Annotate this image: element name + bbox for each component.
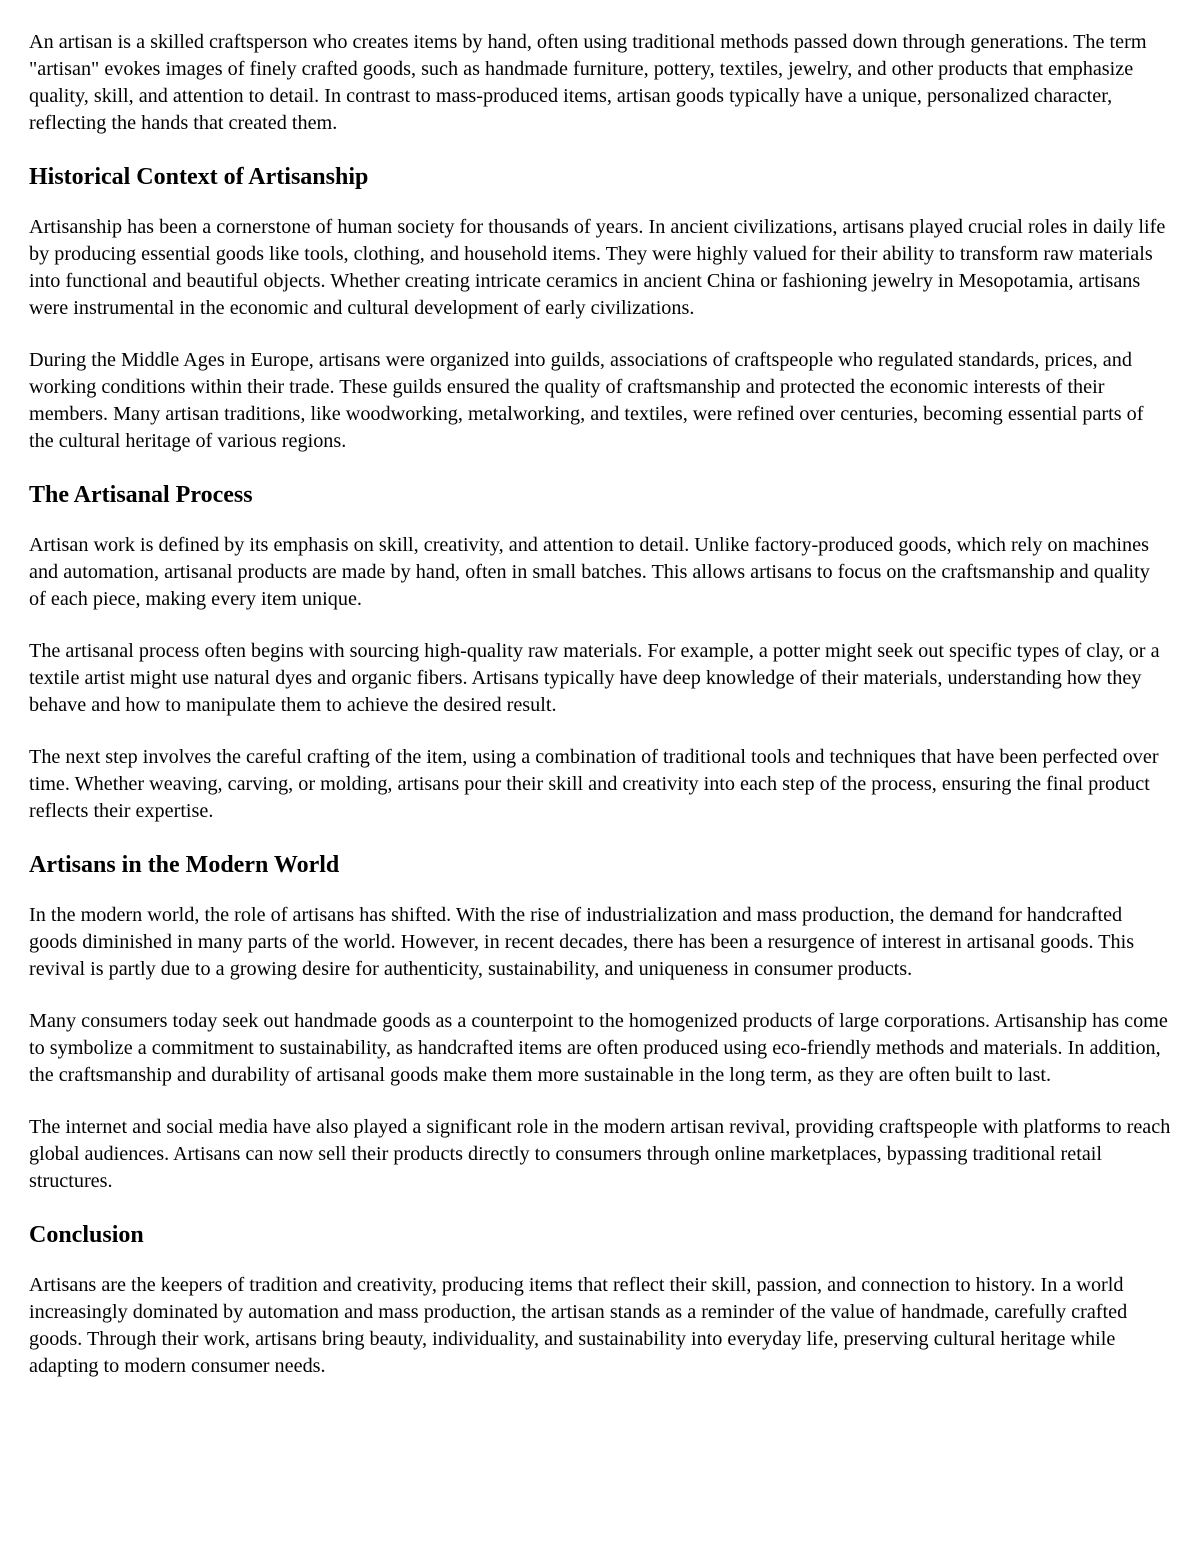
intro-paragraph: An artisan is a skilled craftsperson who creates items by hand, often using traditional methods passed down through generations. The term "artisan" evokes images of finely crafted goods, such as handmade furniture, pottery, textiles, jewelry, and other products that emphasize quality, skill, and attention to detail. In contrast to mass-produced items, artisan goods typically have a unique, personalized character, reflecting the hands that created them. [29,31,1147,134]
modern-world-paragraph-1: In the modern world, the role of artisans has shifted. With the rise of industrialization and mass production, the demand for handcrafted goods diminished in many parts of the world. However, in recent decades, there has been a resurgence of interest in artisanal goods. This revival is partly due to a growing desire for authenticity, sustainability, and uniqueness in consumer products. [29,904,1135,980]
conclusion-paragraph: Artisans are the keepers of tradition and creativity, producing items that reflect their skill, passion, and connection to history. In a world increasingly dominated by automation and mass production, the artisan stands as a reminder of the value of handmade, carefully crafted goods. Through their work, artisans bring beauty, individuality, and sustainability into everyday life, preserving cultural heritage while adapting to modern consumer needs. [29,1274,1128,1377]
document-page [29,29,1171,1405]
section-heading-modern-world: Artisans in the Modern World [29,852,340,878]
artisanal-process-paragraph-3: The next step involves the careful crafting of the item, using a combination of traditional tools and techniques that have been perfected over time. Whether weaving, carving, or molding, artisans pour their skill and creativity into each step of the process, ensuring the final product reflects their expertise. [29,746,1159,822]
artisanal-process-paragraph-2: The artisanal process often begins with sourcing high-quality raw materials. For example, a potter might seek out specific types of clay, or a textile artist might use natural dyes and organic fibers. Artisans typically have deep knowledge of their materials, understanding how they behave and how to manipulate them to achieve the desired result. [29,640,1160,716]
modern-world-paragraph-3: The internet and social media have also played a significant role in the modern artisan revival, providing craftspeople with platforms to reach global audiences. Artisans can now sell their products directly to consumers through online marketplaces, bypassing traditional retail structures. [29,1116,1171,1192]
artisanal-process-paragraph-1: Artisan work is defined by its emphasis on skill, creativity, and attention to detail. Unlike factory-produced goods, which rely on machines and automation, artisanal products are made by hand, often in small batches. This allows artisans to focus on the craftsmanship and quality of each piece, making every item unique. [29,534,1150,610]
section-heading-historical-context: Historical Context of Artisanship [29,164,369,190]
section-heading-artisanal-process: The Artisanal Process [29,482,253,508]
historical-context-paragraph-2: During the Middle Ages in Europe, artisans were organized into guilds, associations of craftspeople who regulated standards, prices, and working conditions within their trade. These guilds ensured the quality of craftsmanship and protected the economic interests of their members. Many artisan traditions, like woodworking, metalworking, and textiles, were refined over centuries, becoming essential parts of the cultural heritage of various regions. [29,349,1144,452]
historical-context-paragraph-1: Artisanship has been a cornerstone of human society for thousands of years. In ancient civilizations, artisans played crucial roles in daily life by producing essential goods like tools, clothing, and household items. They were highly valued for their ability to transform raw materials into functional and beautiful objects. Whether creating intricate ceramics in ancient China or fashioning jewelry in Mesopotamia, artisans were instrumental in the economic and cultural development of early civilizations. [29,216,1166,319]
section-heading-conclusion: Conclusion [29,1222,144,1248]
modern-world-paragraph-2: Many consumers today seek out handmade goods as a counterpoint to the homogenized products of large corporations. Artisanship has come to symbolize a commitment to sustainability, as handcrafted items are often produced using eco-friendly methods and materials. In addition, the craftsmanship and durability of artisanal goods make them more sustainable in the long term, as they are often built to last. [29,1010,1168,1086]
